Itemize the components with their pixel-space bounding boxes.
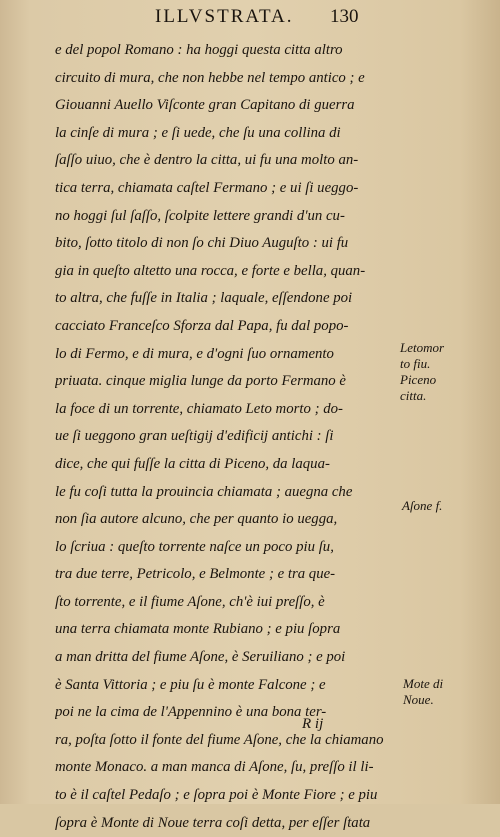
text-line: circuito di mura, che non hebbe nel tempo antico ; e [55,69,365,86]
text-line: la foce di un torrente, chiamato Leto morto ; do- [55,400,343,417]
text-line: la cinſe di mura ; e ſi uede, che ſu una collina di [55,124,341,141]
text-line: priuata. cinque miglia lunge da porto Fermano è [55,373,346,390]
text-line: to altra, che fuſſe in Italia ; laquale, eſſendone poi [55,290,353,307]
margin-note-monte-di-noue: Mote di Noue. [403,676,444,707]
text-line: ſto torrente, e il fiume Aſone, ch'è iui preſſo, è [55,593,325,610]
text-line: tra due terre, Petricolo, e Belmonte ; e tra que- [55,566,336,583]
text-line: Giouanni Auello Viſconte gran Capitano di guerra [55,97,355,114]
signature-mark: R ij [302,716,324,732]
text-line: ſaſſo uiuo, che è dentro la citta, ui fu una molto an- [55,152,359,169]
text-line: non ſia autore alcuno, che per quanto io uegga, [55,511,338,528]
text-line: bito, ſotto titolo di non ſo chi Diuo Auguſto : ui fu [55,235,349,252]
main-text-block [55,37,400,837]
text-line: ra, poſta ſotto il fonte del fiume Aſone, che la chiamano [55,731,384,748]
text-line: ue ſi ueggono gran ueſtigij d'edificij antichi : ſi [55,428,334,445]
text-line: no hoggi ſul ſaſſo, ſcolpite lettere grandi d'un cu- [55,207,345,224]
text-line: le fu coſi tutta la prouincia chiamata ; auegna che [55,483,353,500]
running-title: ILLVSTRATA. [155,6,294,27]
text-line: ſopra è Monte di Noue terra coſi detta, per eſſer ſtata [55,814,371,831]
text-line: poi ne la cima de l'Appennino è una bona ter- [55,704,327,721]
margin-note-asone: Aſone f. [402,498,443,513]
text-line: to è il caſtel Pedaſo ; e ſopra poi è Monte Fiore ; e piu [55,787,378,804]
text-line: monte Monaco. a man manca di Aſone, ſu, preſſo il li- [55,759,374,776]
text-line: cacciato Franceſco Sforza dal Papa, fu dal popo- [55,317,349,334]
text-line: tica terra, chiamata caſtel Fermano ; e ui ſi ueggo- [55,179,359,196]
page-header [0,2,500,32]
text-line: dice, che qui fuſſe la citta di Piceno, da laqua- [55,455,330,472]
text-line: una terra chiamata monte Rubiano ; e piu ſopra [55,621,341,638]
text-line: lo di Fermo, e di mura, e d'ogni ſuo ornamento [55,345,334,362]
text-line: è Santa Vittoria ; e piu ſu è monte Falcone ; e [55,676,326,693]
text-line: gia in queſto altetto una rocca, e forte e bella, quan- [55,262,366,279]
page-number: 130 [330,6,359,27]
margin-note-letomorto: Letomor to fiu. Piceno citta. [400,340,445,403]
text-line: e del popol Romano : ha hoggi questa citta altro [55,42,343,58]
text-line: lo ſcriua : queſto torrente naſce un poco piu ſu, [55,538,334,555]
text-line: a man dritta del fiume Aſone, è Seruiliano ; e poi [55,649,346,666]
